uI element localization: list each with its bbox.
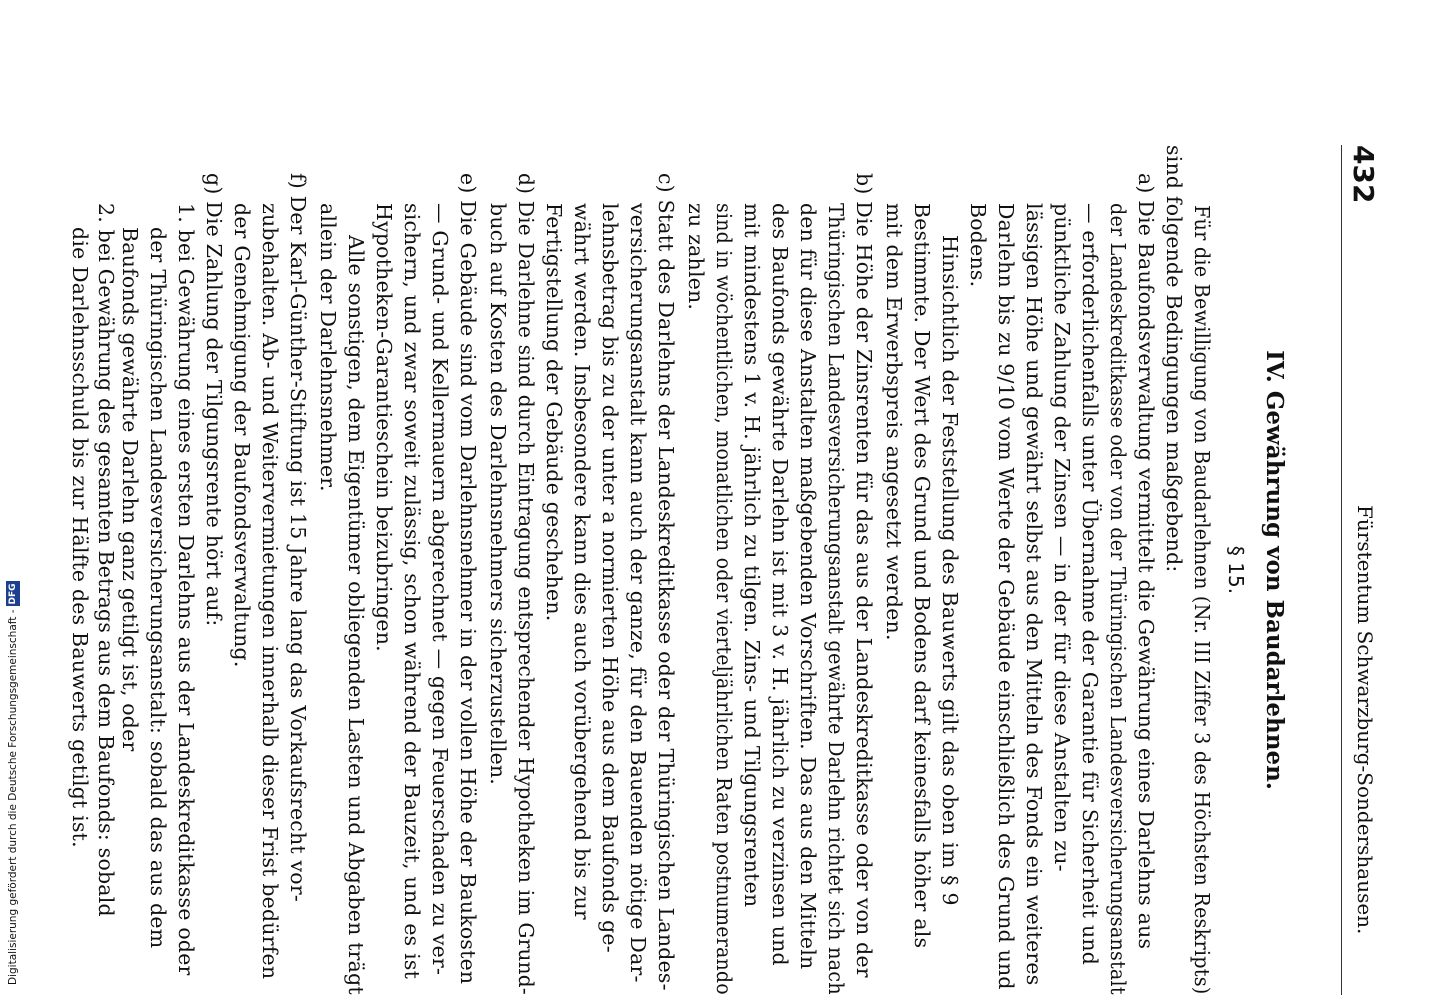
text-line: Darlehn bis zu 9/10 vom Werte der Gebäude einschließlich des Grund und: [994, 203, 1018, 990]
text-line: Für die Bewilligung von Baudarlehnen (Nr. III Ziffer 3 des Höchsten Reskripts): [1190, 205, 1214, 995]
running-title: Fürstentum Schwarzburg-Sondershausen.: [1353, 505, 1377, 935]
text-line: — erforderlichenfalls unter Übernahme der Garantie für Sicherheit und: [1078, 203, 1102, 966]
text-line: pünktliche Zahlung der Zinsen — in der für diese Anstalten zu-: [1050, 203, 1074, 872]
text-line: f) Der Karl-Günther-Stiftung ist 15 Jahre lang das Vorkaufsrecht vor-: [286, 173, 310, 902]
text-line: sichern, und zwar soweit zulässig, schon während der Bauzeit, und es ist: [400, 203, 424, 980]
text-line: Bodens.: [966, 203, 990, 288]
text-line: versicherungsanstalt kann auch der ganze, für den Bauenden nötige Dar-: [626, 203, 650, 983]
text-line: Hypotheken-Garantieschein beizubringen.: [372, 203, 396, 652]
text-line: allein der Darlehnsnehmer.: [316, 203, 340, 492]
text-line: a) Die Baufondsverwaltung vermittelt die Gewährung eines Darlehns aus: [1134, 173, 1158, 950]
text-line: g) Die Zahlung der Tilgungsrente hört auf:: [202, 173, 226, 627]
text-line: mit mindestens 1 v. H. jährlich zu tilgen. Zins- und Tilgungsrenten: [740, 203, 764, 908]
text-line: Alle sonstigen, dem Eigentümer obliegenden Lasten und Abgaben trägt: [344, 235, 368, 995]
text-line: Fertigstellung der Gebäude geschehen.: [542, 203, 566, 622]
digitization-footer: [2, 0, 24, 985]
header-rule: [1341, 145, 1342, 995]
text-line: mit dem Erwerbspreis angesetzt werden.: [882, 203, 906, 641]
text-line: d) Die Darlehne sind durch Eintragung entsprechender Hypotheken im Grund-: [514, 173, 538, 995]
text-line: den für diese Anstalten maßgebenden Vorschriften. Das aus den Mitteln: [796, 203, 820, 970]
text-line: sind in wöchentlichen, monatlichen oder vierteljährlichen Raten postnumerando: [712, 203, 736, 995]
text-line: zu zahlen.: [684, 203, 708, 311]
text-line: der Genehmigung der Baufondsverwaltung.: [230, 203, 254, 668]
text-line: Hinsichtlich der Feststellung des Bauwerts gilt das oben im § 9: [938, 235, 962, 906]
section-heading: IV. Gewährung von Baudarlehnen.: [1261, 350, 1288, 790]
text-line: währt werden. Insbesondere kann dies auch vorübergehend bis zur: [570, 203, 594, 920]
text-line: zubehalten. Ab- und Weitervermietungen innerhalb dieser Frist bedürfen: [258, 203, 282, 980]
text-line: 2. bei Gewährung des gesamten Betrags aus dem Baufonds: sobald: [94, 203, 118, 917]
dfg-logo: DFG: [8, 583, 18, 605]
text-line: Bestimmte. Der Wert des Grund und Bodens darf keinesfalls höher als: [910, 203, 934, 949]
text-line: lässigen Höhe und gewährt selbst aus den Mitteln des Fonds ein weiteres: [1022, 203, 1046, 986]
text-line: buch auf Kosten des Darlehnsnehmers sicherzustellen.: [486, 203, 510, 786]
paragraph-mark: § 15.: [1224, 545, 1248, 595]
text-line: 1. bei Gewährung eines ersten Darlehns aus der Landeskreditkasse oder: [174, 203, 198, 976]
text-line: — Grund- und Kellermauern abgerechnet — gegen Feuerschaden zu ver-: [428, 203, 452, 976]
text-line: lehnsbetrag bis zu der unter a normierten Höhe aus dem Baufonds ge-: [598, 203, 622, 953]
text-line: des Baufonds gewährte Darlehn ist mit 3 v. H. jährlich zu verzinsen und: [768, 203, 792, 966]
text-line: der Thüringischen Landesversicherungsanstalt: sobald das aus dem: [146, 227, 170, 949]
text-line: e) Die Gebäude sind vom Darlehnsnehmer in der vollen Höhe der Baukosten: [456, 173, 480, 985]
footer-text: Digitalisierung gefördert durch die Deutsche Forschungsgemeinschaft -: [7, 609, 19, 985]
text-line: sind folgende Bedingungen maßgebend:: [1162, 145, 1186, 573]
text-line: c) Statt des Darlehns der Landeskreditkasse oder der Thüringischen Landes-: [654, 173, 678, 991]
text-line: Thüringischen Landesversicherungsanstalt gewährte Darlehn richtet sich nach: [824, 203, 848, 995]
rotated-sheet: [68, 145, 1380, 995]
text-line: b) Die Höhe der Zinsrenten für das aus der Landeskreditkasse oder von der: [852, 173, 876, 978]
text-line: Baufonds gewährte Darlehn ganz getilgt ist, oder: [118, 227, 142, 752]
page-number: 432: [1347, 145, 1380, 204]
text-line: der Landeskreditkasse oder von der Thüringischen Landesversicherungsanstalt: [1106, 203, 1130, 995]
text-line: die Darlehnsschuld bis zur Hälfte des Bauwerts getilgt ist.: [68, 227, 92, 848]
